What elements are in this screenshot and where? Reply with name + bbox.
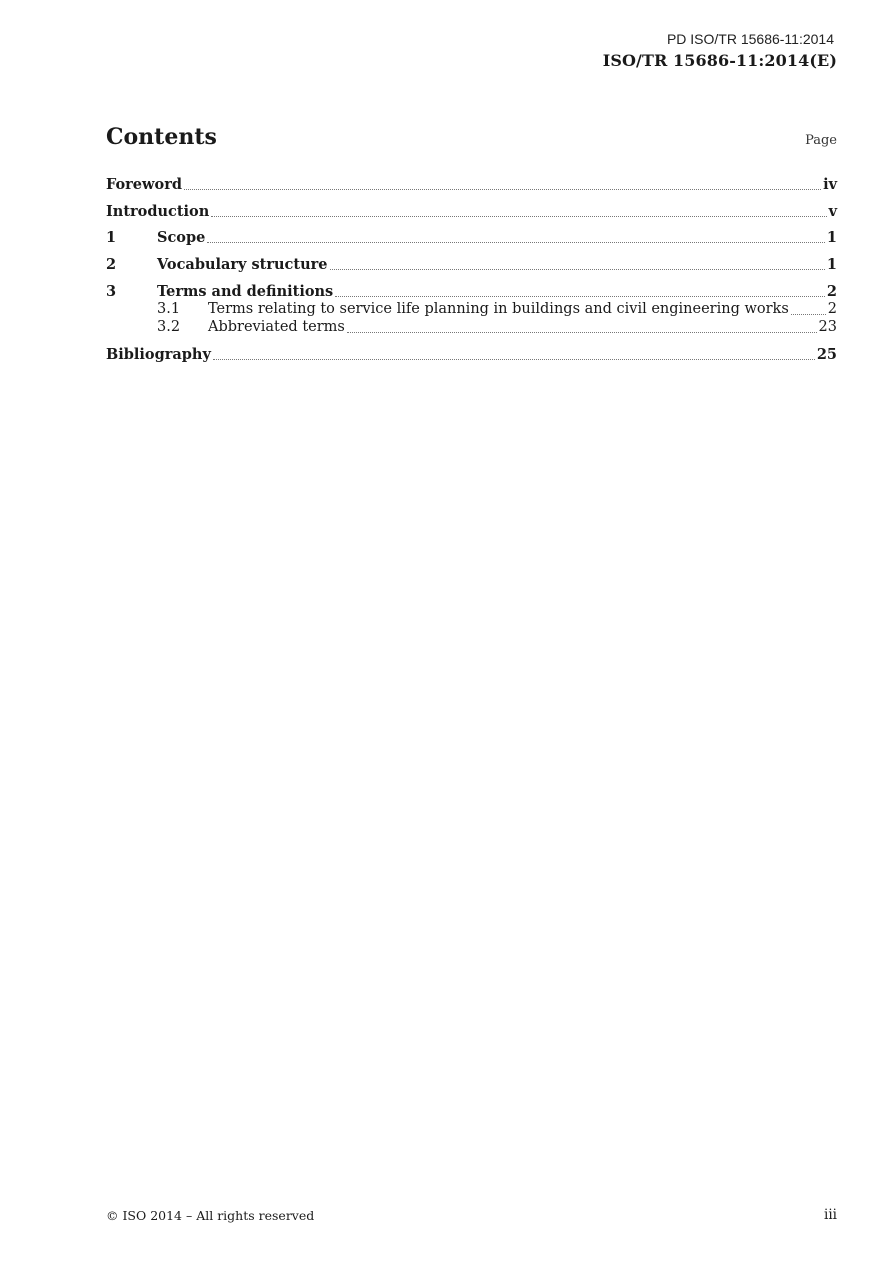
toc-entry-abbreviated-terms[interactable] bbox=[106, 319, 837, 337]
toc-leader-dots bbox=[347, 332, 817, 333]
toc-entry-page: 23 bbox=[818, 319, 837, 335]
toc-entry-foreword[interactable] bbox=[106, 176, 837, 194]
toc-leader-dots bbox=[211, 216, 826, 217]
toc-entry-number: 3.1 bbox=[157, 301, 181, 317]
toc-entry-bibliography[interactable] bbox=[106, 346, 837, 364]
toc-leader-dots bbox=[330, 269, 825, 270]
toc-leader-dots bbox=[791, 314, 826, 315]
toc-entry-scope[interactable] bbox=[106, 229, 837, 247]
toc-entry-page: 1 bbox=[826, 256, 837, 273]
toc-entry-page: 2 bbox=[826, 283, 837, 300]
toc-leader-dots bbox=[213, 359, 815, 360]
toc-entry-vocabulary-structure[interactable] bbox=[106, 256, 837, 274]
toc-entry-title: Bibliography bbox=[106, 346, 211, 363]
toc-entry-introduction[interactable] bbox=[106, 203, 837, 221]
toc-entry-page: 25 bbox=[816, 346, 837, 363]
toc-entry-terms-and-definitions[interactable] bbox=[106, 283, 837, 301]
toc-entry-page: v bbox=[828, 203, 837, 220]
contents-heading: Contents bbox=[106, 124, 217, 150]
toc-entry-title: Terms relating to service life planning in buildings and civil engineering works bbox=[208, 301, 789, 317]
page-column-label: Page bbox=[805, 133, 837, 148]
footer-page-number: iii bbox=[824, 1207, 837, 1223]
toc-leader-dots bbox=[207, 242, 825, 243]
toc-entry-page: 2 bbox=[827, 301, 837, 317]
toc-entry-title: Scope bbox=[157, 229, 206, 246]
header-pd-reference: PD ISO/TR 15686-11:2014 bbox=[666, 31, 834, 47]
toc-entry-page: 1 bbox=[826, 229, 837, 246]
toc-leader-dots bbox=[335, 296, 825, 297]
header-document-id: ISO/TR 15686-11:2014(E) bbox=[602, 51, 837, 70]
toc-entry-title: Terms and definitions bbox=[157, 283, 334, 300]
toc-entry-terms-service-life-planning[interactable] bbox=[106, 301, 837, 319]
toc-entry-title: Introduction bbox=[106, 203, 210, 220]
toc-entry-title: Abbreviated terms bbox=[208, 319, 345, 335]
toc-entry-title: Foreword bbox=[106, 176, 182, 193]
toc-leader-dots bbox=[184, 189, 821, 190]
toc-entry-title: Vocabulary structure bbox=[157, 256, 328, 273]
toc-entry-number: 3.2 bbox=[157, 319, 181, 335]
toc-entry-number: 1 bbox=[106, 229, 117, 246]
toc-entry-page: iv bbox=[823, 176, 837, 193]
footer-copyright: © ISO 2014 – All rights reserved bbox=[106, 1208, 315, 1223]
toc-entry-number: 2 bbox=[106, 256, 117, 273]
toc-entry-number: 3 bbox=[106, 283, 117, 300]
